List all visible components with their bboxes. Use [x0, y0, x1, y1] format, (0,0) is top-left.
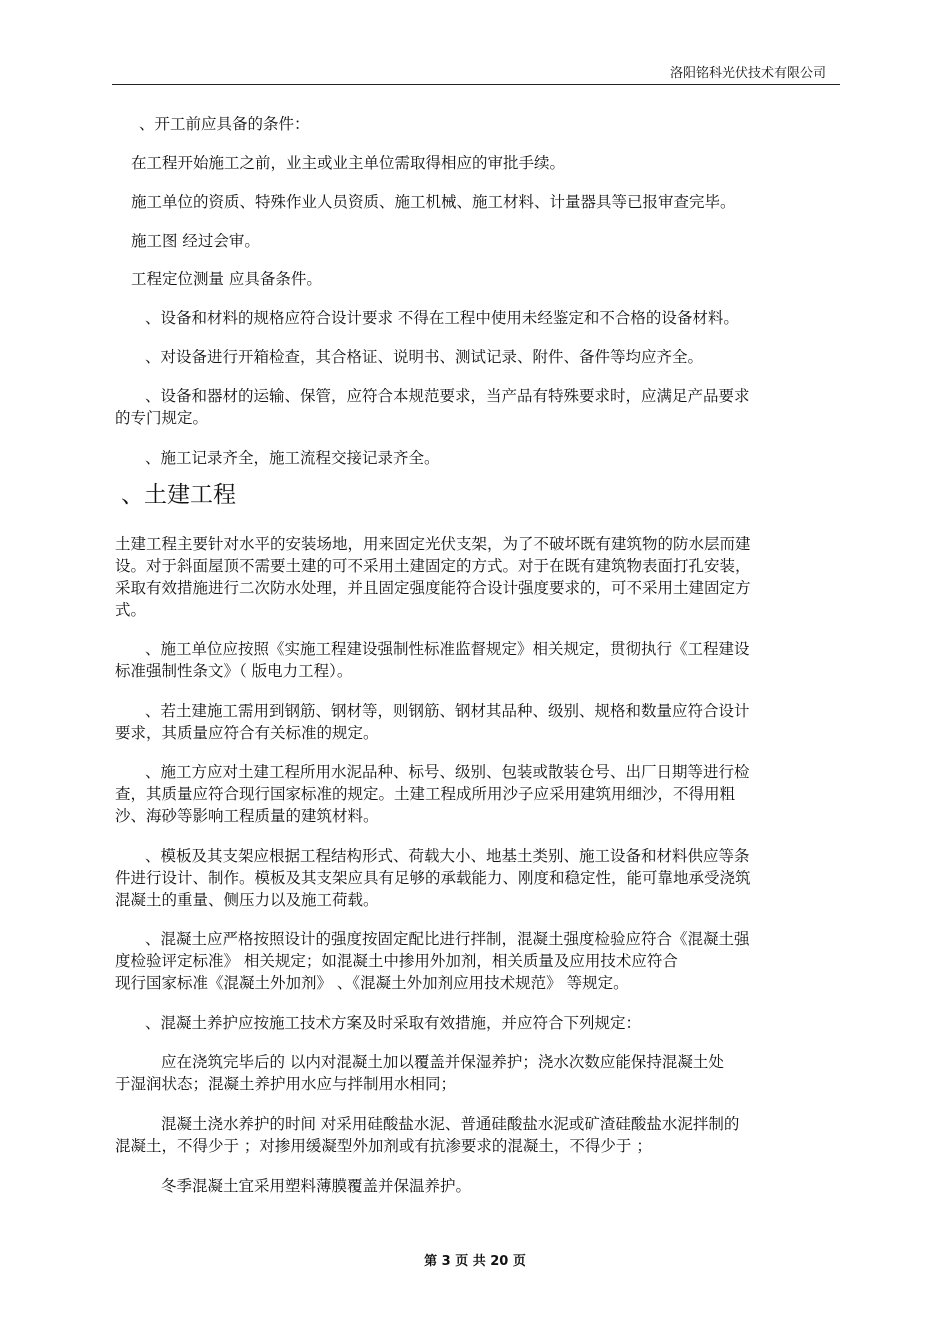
civil-p1-line: 标准强制性条文》（ 版电力工程）。: [115, 662, 353, 680]
civil-p5-line: 、混凝土应严格按照设计的强度按固定配比进行拌制，混凝土强度检验应符合《混凝土强: [145, 930, 750, 948]
prep-item-7-line-2: 的专门规定。: [115, 409, 209, 427]
civil-p3-line: 、施工方应对土建工程所用水泥品种、标号、级别、包装或散装仓号、出厂日期等进行检: [145, 763, 750, 781]
prep-item-1: 在工程开始施工之前，业主或业主单位需取得相应的审批手续。: [131, 154, 566, 172]
civil-p4-line: 混凝土的重量、侧压力以及施工荷载。: [115, 891, 379, 909]
civil-p9: 冬季混凝土宜采用塑料薄膜覆盖并保温养护。: [161, 1177, 472, 1195]
prep-item-6: 、对设备进行开箱检查，其合格证、说明书、测试记录、附件、备件等均应齐全。: [145, 348, 704, 366]
prep-item-4: 工程定位测量 应具备条件。: [131, 270, 322, 288]
section-title-civil: 、土建工程: [121, 482, 236, 508]
civil-p2-line: 要求，其质量应符合有关标准的规定。: [115, 724, 379, 742]
civil-p5-line: 度检验评定标准》 相关规定；如混凝土中掺用外加剂，相关质量及应用技术应符合: [115, 952, 678, 970]
civil-p5-line: 现行国家标准《混凝土外加剂》 、《混凝土外加剂应用技术规范》 等规定。: [115, 974, 629, 992]
civil-p3-line: 沙、海砂等影响工程质量的建筑材料。: [115, 807, 379, 825]
civil-p8-line: 混凝土浇水养护的时间 对采用硅酸盐水泥、普通硅酸盐水泥或矿渣硅酸盐水泥拌制的: [161, 1115, 740, 1133]
civil-intro-line: 设。对于斜面屋顶不需要土建的可不采用土建固定的方式。对于在既有建筑物表面打孔安装，: [115, 557, 751, 575]
prep-item-7-line-1: 、设备和器材的运输、保管，应符合本规范要求，当产品有特殊要求时，应满足产品要求: [145, 387, 750, 405]
civil-p2-line: 、若土建施工需用到钢筋、钢材等，则钢筋、钢材其品种、级别、规格和数量应符合设计: [145, 702, 750, 720]
header-divider: [112, 84, 840, 85]
prep-item-8: 、施工记录齐全，施工流程交接记录齐全。: [145, 449, 440, 467]
civil-p6: 、混凝土养护应按施工技术方案及时采取有效措施，并应符合下列规定：: [145, 1014, 642, 1032]
prep-item-5: 、设备和材料的规格应符合设计要求 不得在工程中使用未经鉴定和不合格的设备材料。: [145, 309, 739, 327]
civil-intro-line: 采取有效措施进行二次防水处理，并且固定强度能符合设计强度要求的，可不采用土建固定方: [115, 579, 751, 597]
civil-p8-line: 混凝土，不得少于 ；对掺用缓凝型外加剂或有抗渗要求的混凝土，不得少于 ；: [115, 1137, 652, 1155]
page-number: 第 3 页 共 20 页: [424, 1254, 526, 1269]
civil-p7-line: 于湿润状态；混凝土养护用水应与拌制用水相同；: [115, 1075, 457, 1093]
prep-item-3: 施工图 经过会审。: [131, 232, 260, 250]
prep-heading: 、开工前应具备的条件：: [139, 115, 310, 133]
civil-p4-line: 件进行设计、制作。模板及其支架应具有足够的承载能力、刚度和稳定性，能可靠地承受浇筑: [115, 869, 751, 887]
civil-intro-line: 土建工程主要针对水平的安装场地，用来固定光伏支架，为了不破坏既有建筑物的防水层而建: [115, 535, 751, 553]
civil-intro-line: 式。: [115, 601, 147, 619]
civil-p7-line: 应在浇筑完毕后的 以内对混凝土加以覆盖并保湿养护；浇水次数应能保持混凝土处: [161, 1053, 724, 1071]
civil-p1-line: 、施工单位应按照《实施工程建设强制性标准监督规定》相关规定，贯彻执行《工程建设: [145, 640, 750, 658]
civil-p3-line: 查，其质量应符合现行国家标准的规定。土建工程成所用沙子应采用建筑用细沙，不得用粗: [115, 785, 736, 803]
company-name: 洛阳铭科光伏技术有限公司: [669, 66, 826, 81]
civil-p4-line: 、模板及其支架应根据工程结构形式、荷载大小、地基土类别、施工设备和材料供应等条: [145, 847, 750, 865]
prep-item-2: 施工单位的资质、特殊作业人员资质、施工机械、施工材料、计量器具等已报审查完毕。: [131, 193, 736, 211]
